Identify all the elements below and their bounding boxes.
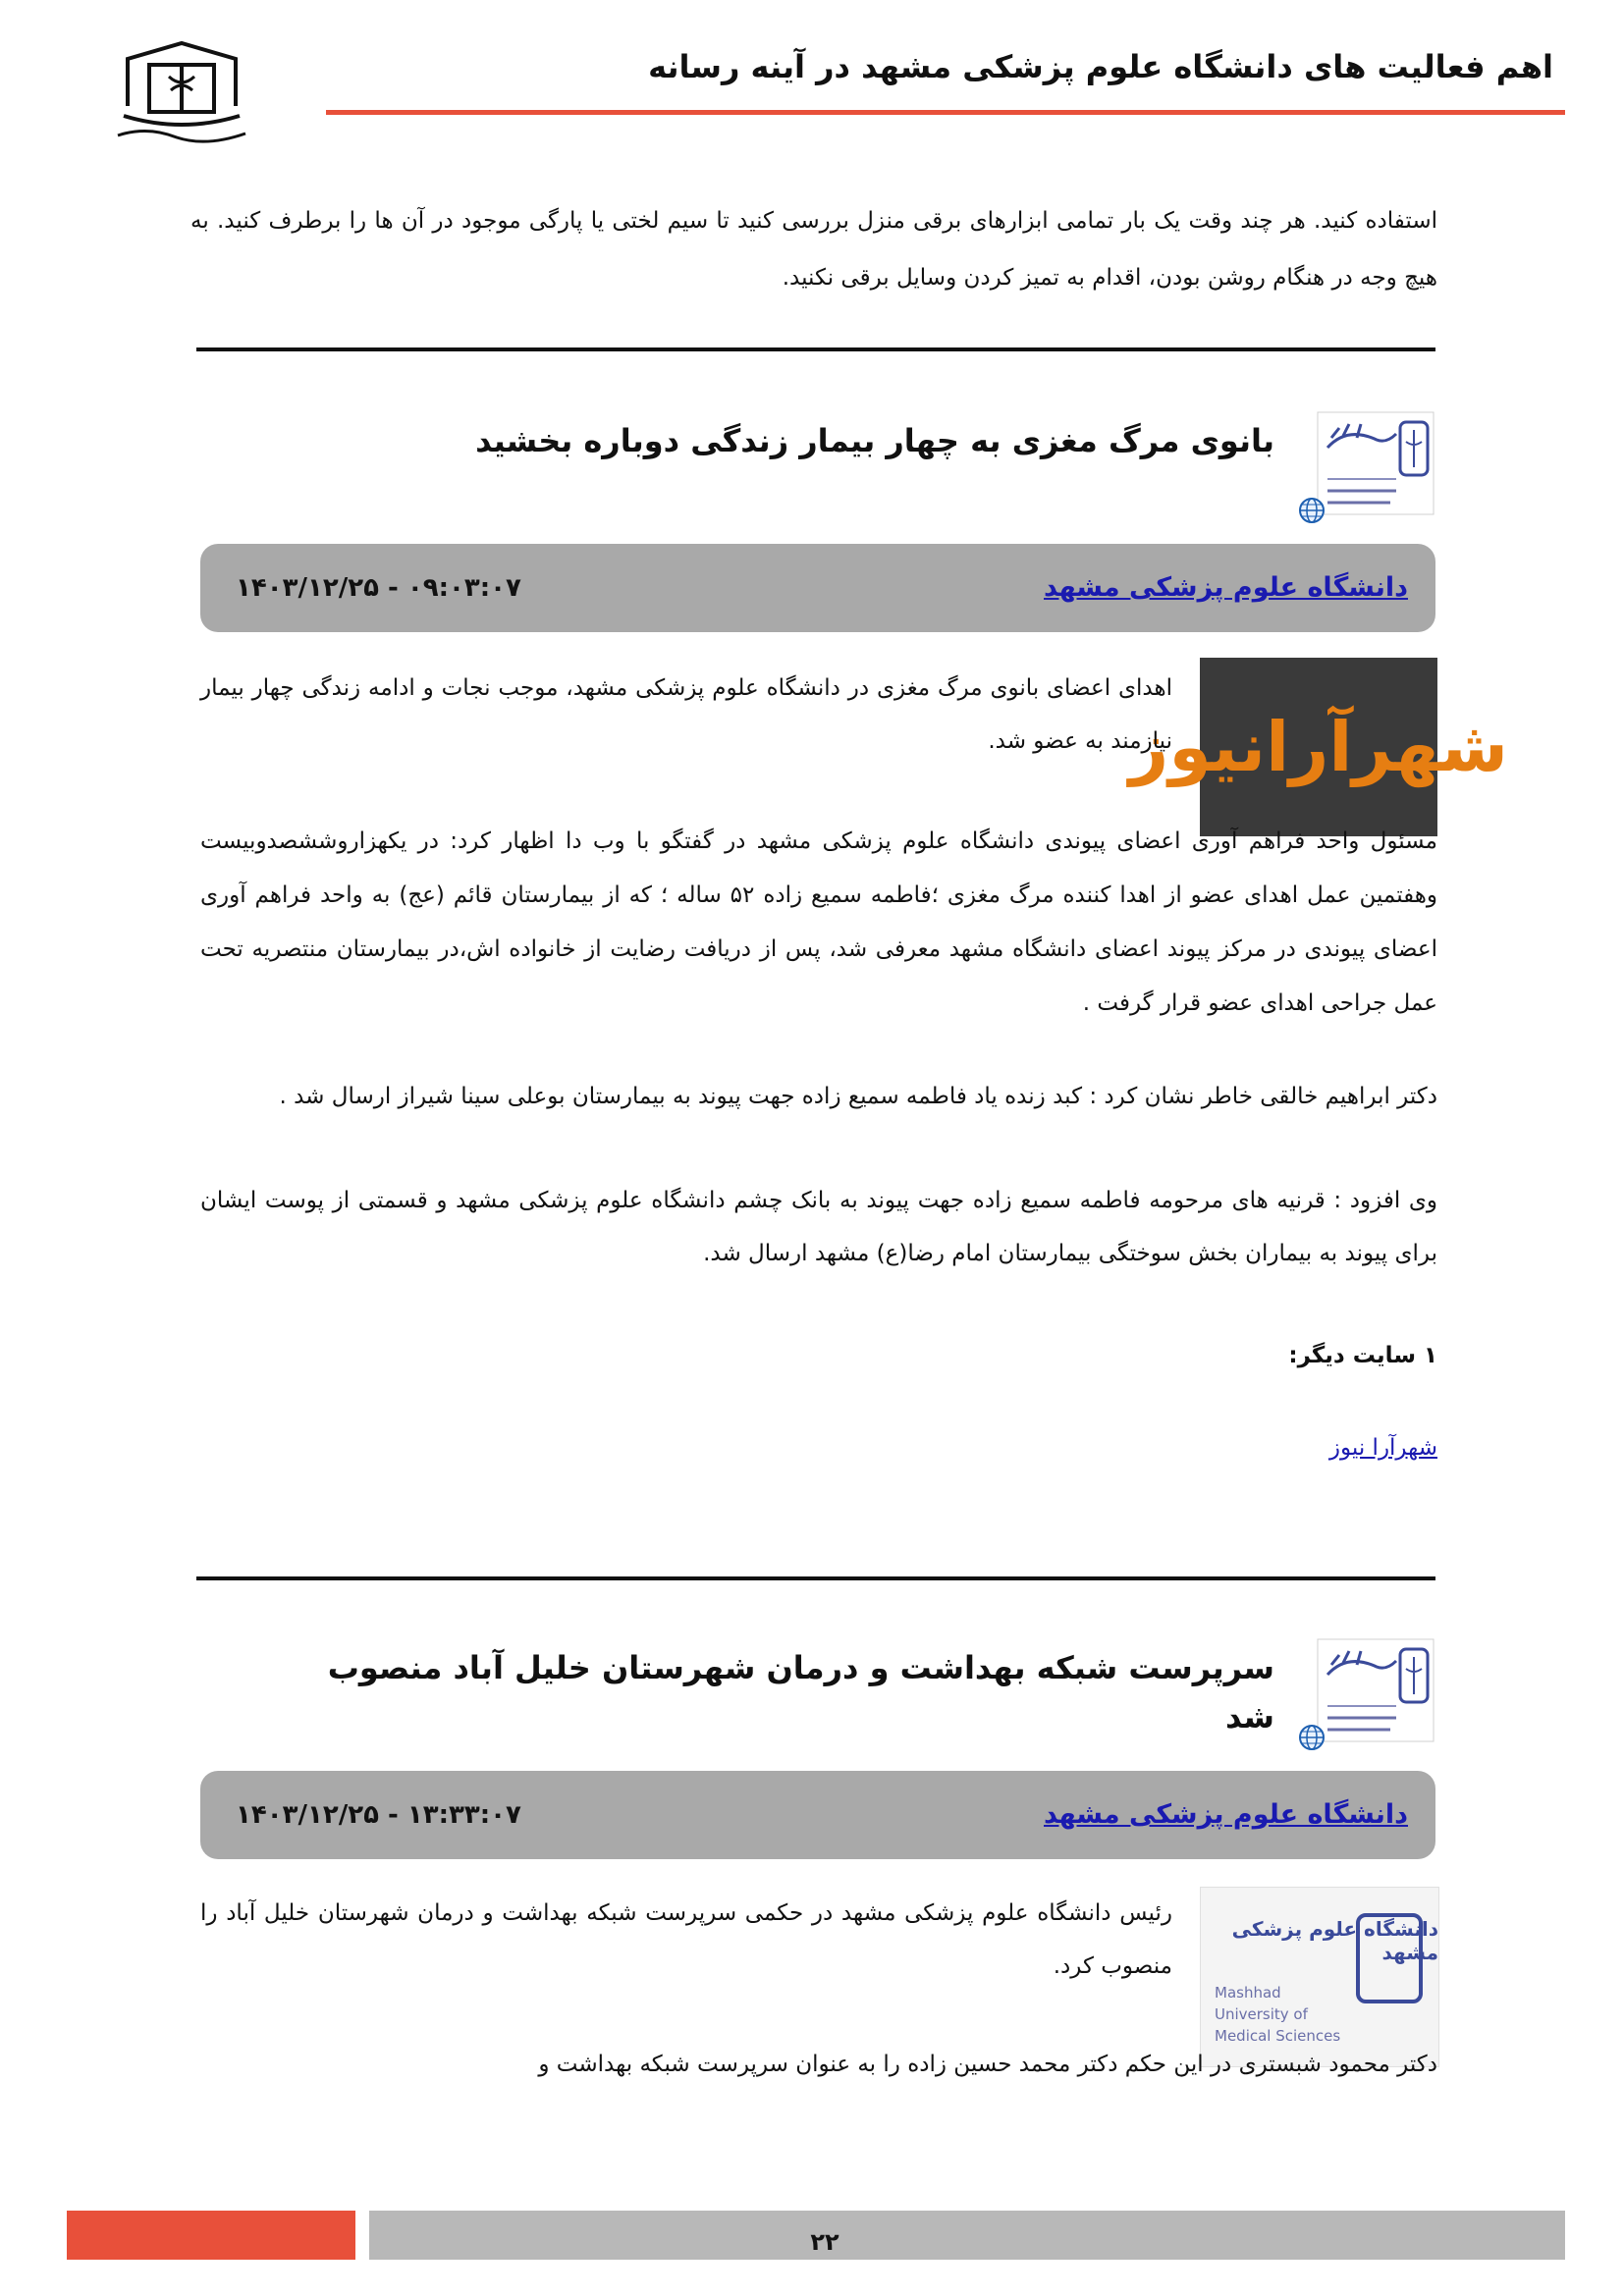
university-emblem-icon [108,37,255,167]
article-meta-bar [200,544,1435,632]
intro-paragraph: استفاده کنید. هر چند وقت یک بار تمامی ابزارهای برقی منزل بررسی کنید تا سیم لختی یا پارگی موجود در آن ها را برطرف کنید. به هیچ وجه در هنگام روشن بودن، اقدام به تمیز کردن وسایل برقی نکنید. [190,208,1437,291]
other-site-link[interactable]: شهرآرا نیوز [1328,1435,1437,1461]
article-lead: اهدای اعضای بانوی مرگ مغزی در دانشگاه علوم پزشکی مشهد، موجب نجات و ادامه زندگی چهار بیمار نیازمند به عضو شد. [200,675,1172,754]
article-paragraph: دکتر ابراهیم خالقی خاطر نشان کرد : کبد زنده یاد فاطمه سمیع زاده جهت پیوند به بیمارستان بوعلی سینا شیراز ارسال شد . [279,1084,1437,1109]
article-datetime: ۱۴۰۳/۱۲/۲۵ - ۱۳:۳۳:۰۷ [236,1800,521,1830]
article-paragraph: دکتر محمود شبستری در این حکم دکتر محمد حسین زاده را به عنوان سرپرست شبکه بهداشت و [538,2052,1437,2077]
globe-icon[interactable] [1298,1724,1326,1751]
article-paragraph: مسئول واحد فراهم آوری اعضای پیوندی دانشگاه علوم پزشکی مشهد در گفتگو با وب دا اظهار کرد: در یکهزاروششصدوبیست وهفتمین عمل اهدای عضو از اهدا کننده مرگ مغزی ؛فاطمه سمیع زاده ۵۲ ساله ؛ که از بیمارستان قائم (عج) به واحد فراهم آوری اعضای پیوندی در مرکز پیوند اعضای دانشگاه مشهد معرفی شد، پس از دریافت رضایت از خانواده اش،در بیمارستان منتصریه تحت عمل جراحی اهدای عضو قرار گرفت . [200,828,1438,1016]
article-source-link[interactable]: دانشگاه علوم پزشکی مشهد [1044,1799,1408,1830]
thumbnail-english-text: Mashhad University of Medical Sciences [1215,1984,1341,2045]
article-meta-bar [200,1771,1435,1859]
footer-bar [369,2211,1565,2260]
article-lead: رئیس دانشگاه علوم پزشکی مشهد در حکمی سرپرست شبکه بهداشت و درمان شهرستان خلیل آباد را منصوب کرد. [200,1900,1172,1979]
other-sites-label: ۱ سایت دیگر: [1288,1343,1437,1368]
article-datetime: ۱۴۰۳/۱۲/۲۵ - ۰۹:۰۳:۰۷ [236,573,521,603]
article-title: سرپرست شبکه بهداشت و درمان شهرستان خلیل آباد منصوب شد [327,1649,1274,1735]
page-number: ۲۲ [810,2228,839,2256]
mums-logo-icon [1314,1635,1437,1751]
thumbnail-text: دانشگاه علوم پزشکی مشهد [1231,1917,1438,1964]
article-title: بانوی مرگ مغزی به چهار بیمار زندگی دوباره بخشید [475,422,1274,459]
globe-icon[interactable] [1298,497,1326,524]
thumbnail-text: شهرآرانیوز [1129,707,1508,787]
section-divider [196,347,1435,351]
shahrara-news-logo [1129,658,1508,836]
article-thumbnail [1129,658,1508,836]
document-title: اهم فعالیت های دانشگاه علوم پزشکی مشهد در آینه رسانه [648,48,1553,85]
header-rule [326,110,1565,115]
article-source-link[interactable]: دانشگاه علوم پزشکی مشهد [1044,572,1408,603]
section-divider [196,1576,1435,1580]
university-logo [108,37,255,167]
article-paragraph: وی افزود : قرنیه های مرحومه فاطمه سمیع زاده جهت پیوند به بانک چشم دانشگاه علوم پزشکی مشهد و قسمتی از پوست ایشان برای پیوند به بیماران بخش سوختگی بیمارستان امام رضا(ع) مشهد ارسال شد. [200,1188,1437,1266]
mums-logo-icon [1314,408,1437,524]
footer-accent-bar [67,2211,355,2260]
article-source-logo [1314,1635,1437,1751]
article-source-logo [1314,408,1437,524]
